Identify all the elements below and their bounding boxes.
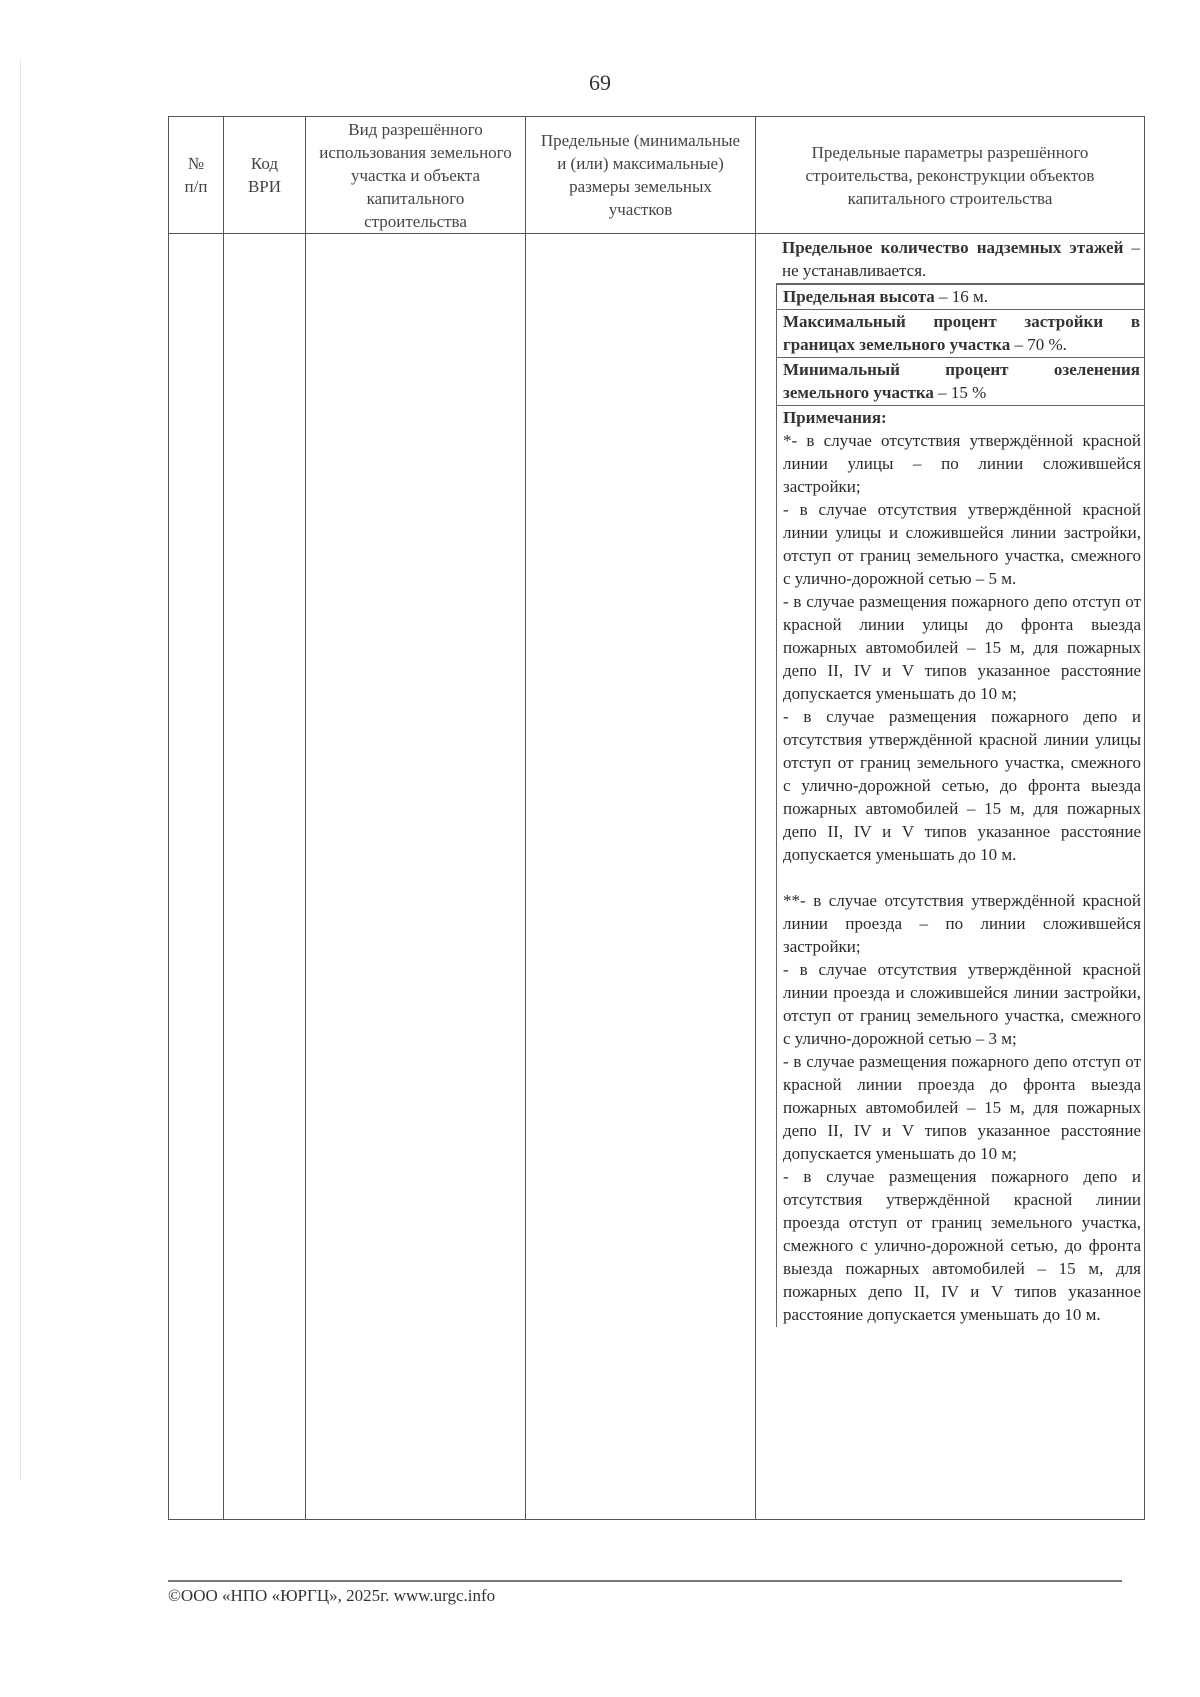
param-floors-label: Предельное количество надземных этажей [782, 238, 1124, 257]
cell-number [169, 234, 224, 1520]
param-building-percent-value: – 70 %. [1010, 335, 1067, 354]
notes-spacer [783, 866, 1141, 889]
note-item: - в случае отсутствия утверждённой красной линии улицы и сложившейся линии застройки, отступ от границ земельного участка, смежного с улично-дорожной сетью – 5 м. [783, 500, 1141, 588]
param-height-value: – 16 м. [934, 287, 989, 306]
table-row [169, 234, 1145, 1520]
note-item: - в случае размещения пожарного депо и отсутствия утверждённой красной линии улицы отступ от границ земельного участка, смежного с улично-дорожной сетью, до фронта выезда пожарных автомобилей – 15 м, для пожарных депо II, IV и V типов указанное расстояние допускается уменьшать до 10 м. [783, 707, 1141, 864]
header-build-params: Предельные параметры разрешённого строительства, реконструкции объектов капитального строительства [756, 117, 1145, 234]
param-building-percent [776, 310, 1145, 358]
scan-edge-line [20, 60, 21, 1480]
note-item: - в случае размещения пожарного депо и отсутствия утверждённой красной линии проезда отступ от границ земельного участка, смежного с улично-дорожной сетью, до фронта выезда пожарных автомобилей – 15 м, для пожарных депо II, IV и V типов указанное расстояние допускается уменьшать до 10 м. [783, 1167, 1141, 1324]
note-item: **- в случае отсутствия утверждённой красной линии проезда – по линии сложившейся застройки; [783, 891, 1141, 956]
cell-code [224, 234, 306, 1520]
cell-plot-sizes [526, 234, 756, 1520]
regulations-table [168, 116, 1145, 1520]
note-item: - в случае размещения пожарного депо отступ от красной линии проезда до фронта выезда пожарных автомобилей – 15 м, для пожарных депо II, IV и V типов указанное расстояние допускается уменьшать до 10 м; [783, 1052, 1141, 1163]
page-number: 69 [589, 70, 611, 95]
param-height-label: Предельная высота [783, 287, 935, 306]
param-greening-percent-value: – 15 % [933, 383, 987, 402]
param-floors-value: – не устанавливается. [782, 238, 1141, 280]
header-plot-sizes: Предельные (минимальные и (или) максимальные) размеры земельных участков [526, 117, 756, 234]
header-number: № п/п [169, 117, 224, 234]
footer-divider [168, 1580, 1122, 1582]
header-code: Код ВРИ [224, 117, 306, 234]
note-item: - в случае размещения пожарного депо отступ от красной линии улицы до фронта выезда пожарных автомобилей – 15 м, для пожарных депо II, IV и V типов указанное расстояние допускается уменьшать до 10 м; [783, 592, 1141, 703]
notes-title: Примечания: [783, 408, 887, 427]
param-floors [776, 234, 1145, 284]
table-header-row [169, 117, 1145, 234]
cell-build-params [756, 234, 1145, 1520]
param-greening-percent-label: Минимальный процент озеленения земельного участка [783, 360, 1140, 402]
param-building-percent-label: Максимальный процент застройки в границах земельного участка [783, 312, 1140, 354]
footer-copyright: ©ООО «НПО «ЮРГЦ», 2025г. www.urgc.info [168, 1586, 496, 1605]
notes-block [776, 406, 1145, 1327]
note-item: - в случае отсутствия утверждённой красной линии проезда и сложившейся линии застройки, отступ от границ земельного участка, смежного с улично-дорожной сетью – 3 м; [783, 960, 1141, 1048]
note-item: *- в случае отсутствия утверждённой красной линии улицы – по линии сложившейся застройки; [783, 431, 1141, 496]
cell-use-type [306, 234, 526, 1520]
param-height [776, 284, 1145, 310]
header-use-type: Вид разрешённого использования земельного участка и объекта капитального строительства [306, 117, 526, 234]
param-greening-percent [776, 358, 1145, 406]
